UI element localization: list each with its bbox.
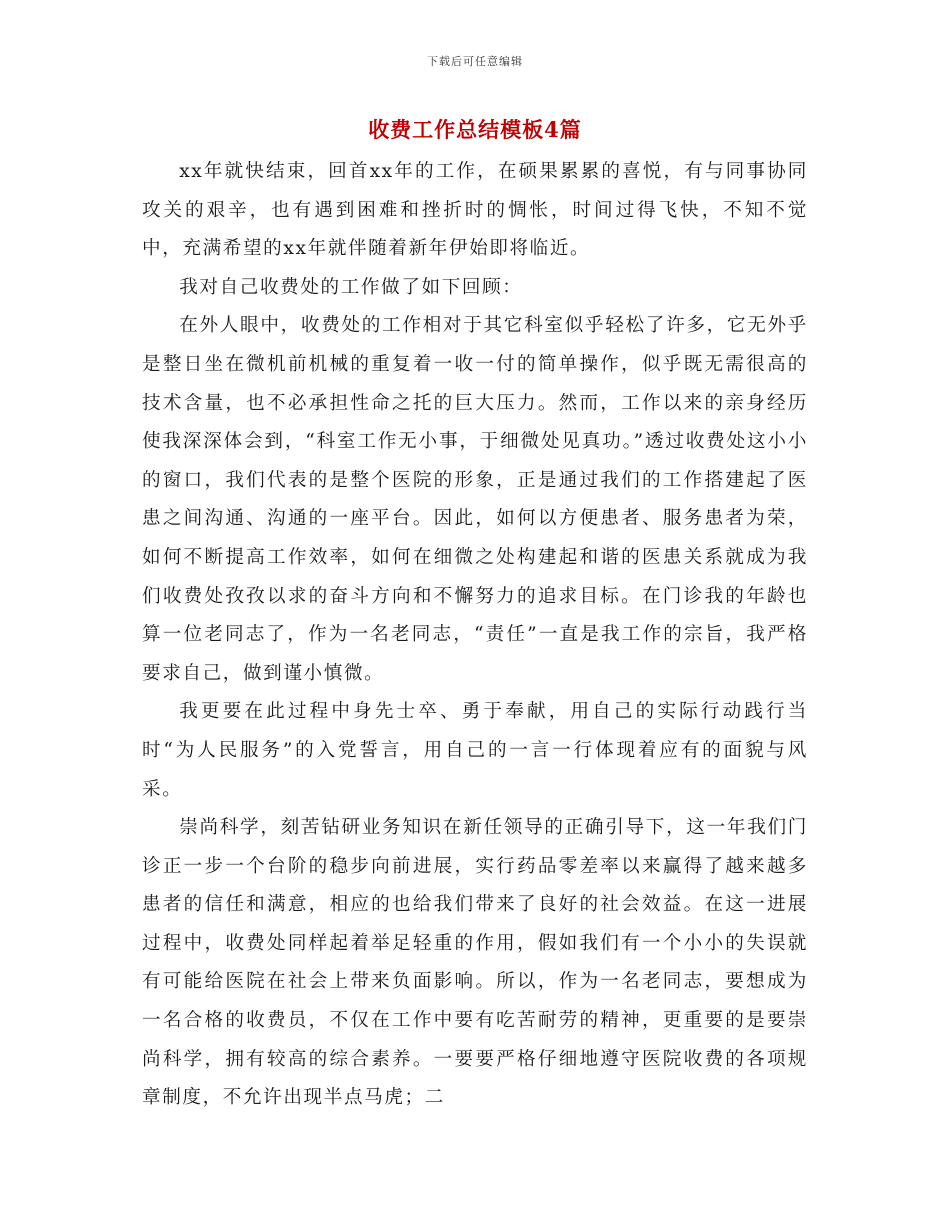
paragraph: 崇尚科学，刻苦钻研业务知识在新任领导的正确引导下，这一年我们门诊正一步一个台阶的稳步向前进展，实行药品零差率以来赢得了越来越多患者的信任和满意，相应的也给我们带来了良好的社会效益。在这一进展过程中，收费处同样起着举足轻重的作用，假如我们有一个小小的失误就有可能给医院在社会上带来负面影响。所以，作为一名老同志，要想成为一名合格的收费员，不仅在工作中要有吃苦耐劳的精神，更重要的是要崇尚科学，拥有较高的综合素养。一要要严格仔细地遵守医院收费的各项规章制度，不允许出现半点马虎；二	[142, 817, 808, 1109]
document-body	[142, 153, 808, 1118]
paragraph: 我更要在此过程中身先士卒、勇于奉献，用自己的实际行动践行当时“为人民服务”的入党誓言，用自己的一言一行体现着应有的面貌与风采。	[142, 701, 808, 800]
paragraph: xx年就快结束，回首xx年的工作，在硕果累累的喜悦，有与同事协同攻关的艰辛，也有遇到困难和挫折时的惆怅，时间过得飞快，不知不觉中，充满希望的xx年就伴随着新年伊始即将临近。	[142, 161, 808, 260]
paragraph: 在外人眼中，收费处的工作相对于其它科室似乎轻松了许多，它无外乎是整日坐在微机前机械的重复着一收一付的简单操作，似乎既无需很高的技术含量，也不必承担性命之托的巨大压力。然而，工作以来的亲身经历使我深深体会到，“科室工作无小事，于细微处见真功。”透过收费处这小小的窗口，我们代表的是整个医院的形象，正是通过我们的工作搭建起了医患之间沟通、沟通的一座平台。因此，如何以方便患者、服务患者为荣，如何不断提高工作效率，如何在细微之处构建起和谐的医患关系就成为我们收费处孜孜以求的奋斗方向和不懈努力的追求目标。在门诊我的年龄也算一位老同志了，作为一名老同志，“责任”一直是我工作的宗旨，我严格要求自己，做到谨小慎微。	[142, 315, 808, 684]
paragraph: 我对自己收费处的工作做了如下回顾：	[179, 276, 523, 298]
header-note: 下载后可任意编辑	[427, 55, 523, 68]
document-title: 收费工作总结模板4篇	[368, 117, 582, 142]
